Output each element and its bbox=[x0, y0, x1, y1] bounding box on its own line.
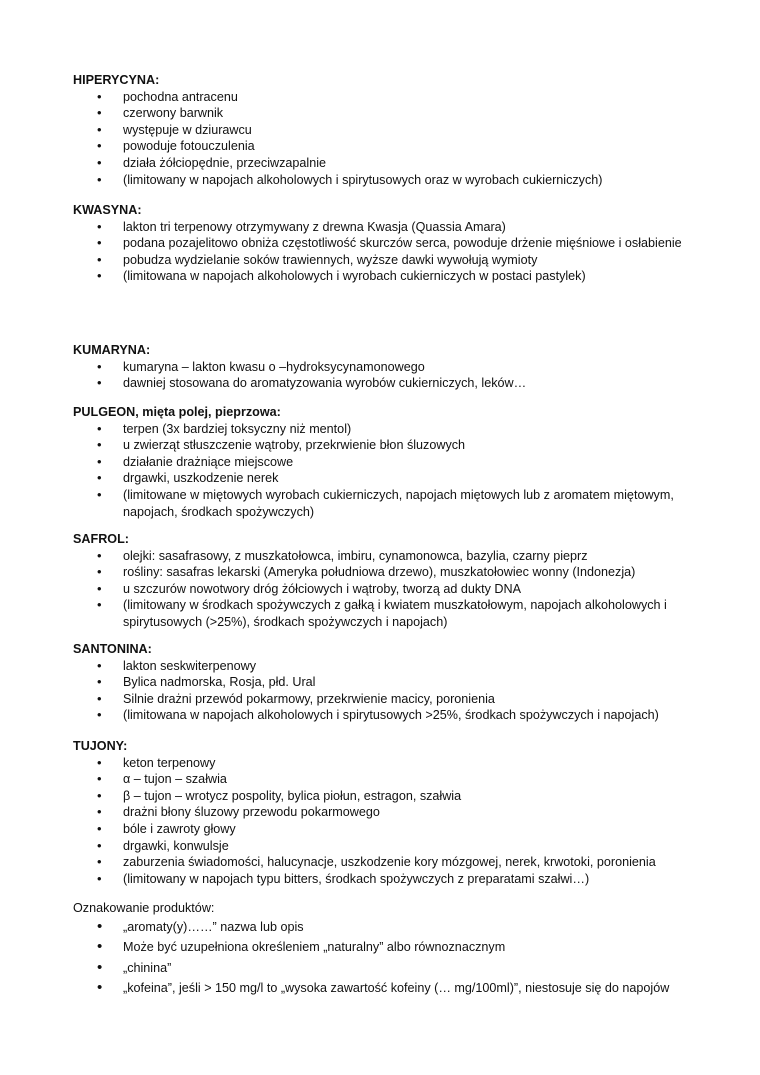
list-item-text: β – tujon – wrotycz pospolity, bylica piołun, estragon, szałwia bbox=[123, 788, 462, 803]
bullet-icon: • bbox=[97, 138, 102, 154]
bullet-icon: • bbox=[97, 154, 102, 170]
list-item-text: (limitowany w środkach spożywczych z gałką i kwiatem muszkatołowym, napojach alkoholowych i spirytusowych (>25%), środkach spożywczych i napojach) bbox=[123, 598, 667, 629]
bullet-icon: • bbox=[97, 235, 102, 251]
bullet-icon: • bbox=[97, 547, 102, 563]
bullet-list bbox=[73, 548, 693, 631]
list-item-text: (limitowany w napojach typu bitters, środkach spożywczych z preparatami szałwi…) bbox=[123, 871, 590, 886]
bullet-icon: • bbox=[97, 690, 102, 706]
section bbox=[73, 404, 693, 520]
bullet-icon: • bbox=[97, 787, 102, 803]
list-item bbox=[73, 487, 693, 520]
bullet-icon: • bbox=[97, 171, 102, 187]
list-item bbox=[73, 470, 693, 487]
list-item-text: (limitowany w napojach alkoholowych i spirytusowych oraz w wyrobach cukierniczych) bbox=[123, 172, 603, 187]
list-item-text: pochodna antracenu bbox=[123, 89, 238, 104]
bullet-icon: • bbox=[97, 870, 102, 886]
bullet-icon: • bbox=[97, 597, 102, 613]
list-item bbox=[73, 871, 693, 888]
bullet-list bbox=[73, 359, 693, 392]
bullet-list bbox=[73, 755, 693, 888]
list-item-text: „aromaty(y)……” nazwa lub opis bbox=[123, 919, 304, 934]
bullet-icon: • bbox=[97, 674, 102, 690]
list-item bbox=[73, 937, 693, 958]
section-heading: KWASYNA: bbox=[73, 203, 142, 217]
section bbox=[73, 202, 693, 285]
list-item-text: lakton seskwiterpenowy bbox=[123, 658, 256, 673]
bullet-icon: • bbox=[97, 837, 102, 853]
bullet-icon: • bbox=[97, 804, 102, 820]
section bbox=[73, 900, 693, 999]
list-item bbox=[73, 454, 693, 471]
bullet-list bbox=[73, 421, 693, 521]
list-item bbox=[73, 917, 693, 938]
list-item-text: „kofeina”, jeśli > 150 mg/l to „wysoka zawartość kofeiny (… mg/100ml)”, niestosuje się do napojów bbox=[123, 981, 670, 996]
list-item bbox=[73, 674, 693, 691]
list-item-text: terpen (3x bardziej toksyczny niż mentol) bbox=[123, 421, 352, 436]
list-item bbox=[73, 854, 693, 871]
list-item-text: keton terpenowy bbox=[123, 755, 216, 770]
list-item-text: (limitowana w napojach alkoholowych i wyrobach cukierniczych w postaci pastylek) bbox=[123, 269, 586, 284]
list-item bbox=[73, 755, 693, 772]
bullet-icon: • bbox=[97, 854, 102, 870]
list-item bbox=[73, 252, 693, 269]
list-item-text: lakton tri terpenowy otrzymywany z drewna Kwasja (Quassia Amara) bbox=[123, 219, 506, 234]
bullet-icon: • bbox=[97, 88, 102, 104]
bullet-icon: • bbox=[97, 917, 103, 935]
list-item bbox=[73, 707, 693, 724]
list-item-text: kumaryna – lakton kwasu o –hydroksycynamonowego bbox=[123, 359, 425, 374]
list-item bbox=[73, 821, 693, 838]
list-item-text: bóle i zawroty głowy bbox=[123, 821, 236, 836]
list-item bbox=[73, 172, 693, 189]
list-item-text: drgawki, konwulsje bbox=[123, 838, 229, 853]
bullet-icon: • bbox=[97, 771, 102, 787]
bullet-list bbox=[73, 917, 693, 999]
bullet-icon: • bbox=[97, 958, 103, 976]
bullet-icon: • bbox=[97, 486, 102, 502]
list-item-text: działanie drażniące miejscowe bbox=[123, 454, 294, 469]
list-item bbox=[73, 421, 693, 438]
bullet-icon: • bbox=[97, 470, 102, 486]
list-item bbox=[73, 89, 693, 106]
section bbox=[73, 342, 693, 392]
list-item bbox=[73, 437, 693, 454]
list-item-text: α – tujon – szałwia bbox=[123, 772, 227, 787]
section-heading: PULGEON, mięta polej, pieprzowa: bbox=[73, 405, 281, 419]
bullet-icon: • bbox=[97, 105, 102, 121]
list-item bbox=[73, 788, 693, 805]
list-item bbox=[73, 155, 693, 172]
bullet-icon: • bbox=[97, 657, 102, 673]
bullet-icon: • bbox=[97, 580, 102, 596]
list-item bbox=[73, 122, 693, 139]
bullet-icon: • bbox=[97, 437, 102, 453]
list-item-text: Silnie drażni przewód pokarmowy, przekrwienie macicy, poronienia bbox=[123, 691, 495, 706]
list-item-text: u szczurów nowotwory dróg żółciowych i wątroby, tworzą ad dukty DNA bbox=[123, 581, 522, 596]
bullet-list bbox=[73, 89, 693, 189]
bullet-icon: • bbox=[97, 420, 102, 436]
bullet-icon: • bbox=[97, 820, 102, 836]
list-item-text: zaburzenia świadomości, halucynacje, uszkodzenie kory mózgowej, nerek, krwotoki, poronienia bbox=[123, 855, 656, 870]
section-heading: SANTONINA: bbox=[73, 642, 152, 656]
bullet-icon: • bbox=[97, 251, 102, 267]
bullet-icon: • bbox=[97, 358, 102, 374]
list-item-text: czerwony barwnik bbox=[123, 106, 224, 121]
list-item bbox=[73, 359, 693, 376]
list-item bbox=[73, 804, 693, 821]
list-item bbox=[73, 771, 693, 788]
bullet-icon: • bbox=[97, 979, 103, 997]
list-item bbox=[73, 978, 693, 999]
bullet-icon: • bbox=[97, 268, 102, 284]
list-item bbox=[73, 581, 693, 598]
list-item bbox=[73, 268, 693, 285]
bullet-icon: • bbox=[97, 707, 102, 723]
list-item-text: olejki: sasafrasowy, z muszkatołowca, imbiru, cynamonowca, bazylia, czarny pieprz bbox=[123, 548, 588, 563]
bullet-icon: • bbox=[97, 218, 102, 234]
bullet-icon: • bbox=[97, 754, 102, 770]
list-item-text: (limitowana w napojach alkoholowych i spirytusowych >25%, środkach spożywczych i napojach) bbox=[123, 708, 659, 723]
list-item-text: dawniej stosowana do aromatyzowania wyrobów cukierniczych, leków… bbox=[123, 376, 527, 391]
section bbox=[73, 531, 693, 631]
section bbox=[73, 641, 693, 724]
bullet-icon: • bbox=[97, 453, 102, 469]
list-item bbox=[73, 838, 693, 855]
bullet-icon: • bbox=[97, 564, 102, 580]
list-item-text: działa żółciopędnie, przeciwzapalnie bbox=[123, 155, 327, 170]
bullet-list bbox=[73, 219, 693, 285]
list-item-text: podana pozajelitowo obniża częstotliwość skurczów serca, powoduje drżenie mięśniowe i osłabienie bbox=[123, 236, 682, 251]
section-heading: TUJONY: bbox=[73, 739, 128, 753]
list-item bbox=[73, 958, 693, 979]
section-heading: HIPERYCYNA: bbox=[73, 73, 160, 87]
list-item-text: Może być uzupełniona określeniem „naturalny” albo równoznacznym bbox=[123, 940, 506, 955]
list-item-text: (limitowane w miętowych wyrobach cukierniczych, napojach miętowych lub z aromatem miętowym, napojach, środkach spożywczych) bbox=[123, 487, 674, 519]
list-item bbox=[73, 219, 693, 236]
list-item bbox=[73, 691, 693, 708]
section bbox=[73, 738, 693, 887]
list-item bbox=[73, 548, 693, 565]
list-item-text: „chinina” bbox=[123, 960, 172, 975]
list-item bbox=[73, 658, 693, 675]
list-item-text: Bylica nadmorska, Rosja, płd. Ural bbox=[123, 675, 316, 690]
list-item bbox=[73, 597, 693, 630]
list-item-text: drgawki, uszkodzenie nerek bbox=[123, 471, 279, 486]
section bbox=[73, 72, 693, 188]
list-item-text: drażni błony śluzowy przewodu pokarmowego bbox=[123, 805, 380, 820]
bullet-icon: • bbox=[97, 938, 103, 956]
list-item bbox=[73, 105, 693, 122]
section-heading: SAFROL: bbox=[73, 532, 129, 546]
section-heading: KUMARYNA: bbox=[73, 343, 151, 357]
bullet-icon: • bbox=[97, 375, 102, 391]
bullet-icon: • bbox=[97, 121, 102, 137]
list-item-text: powoduje fotouczulenia bbox=[123, 139, 255, 154]
list-item bbox=[73, 564, 693, 581]
list-item-text: pobudza wydzielanie soków trawiennych, wyższe dawki wywołują wymioty bbox=[123, 252, 538, 267]
list-item-text: rośliny: sasafras lekarski (Ameryka południowa drzewo), muszkatołowiec wonny (Indonezja) bbox=[123, 565, 636, 580]
list-item-text: u zwierząt stłuszczenie wątroby, przekrwienie błon śluzowych bbox=[123, 438, 466, 453]
list-item bbox=[73, 375, 693, 392]
bullet-list bbox=[73, 658, 693, 724]
section-heading: Oznakowanie produktów: bbox=[73, 901, 215, 915]
list-item bbox=[73, 235, 693, 252]
list-item-text: występuje w dziurawcu bbox=[123, 122, 252, 137]
list-item bbox=[73, 138, 693, 155]
